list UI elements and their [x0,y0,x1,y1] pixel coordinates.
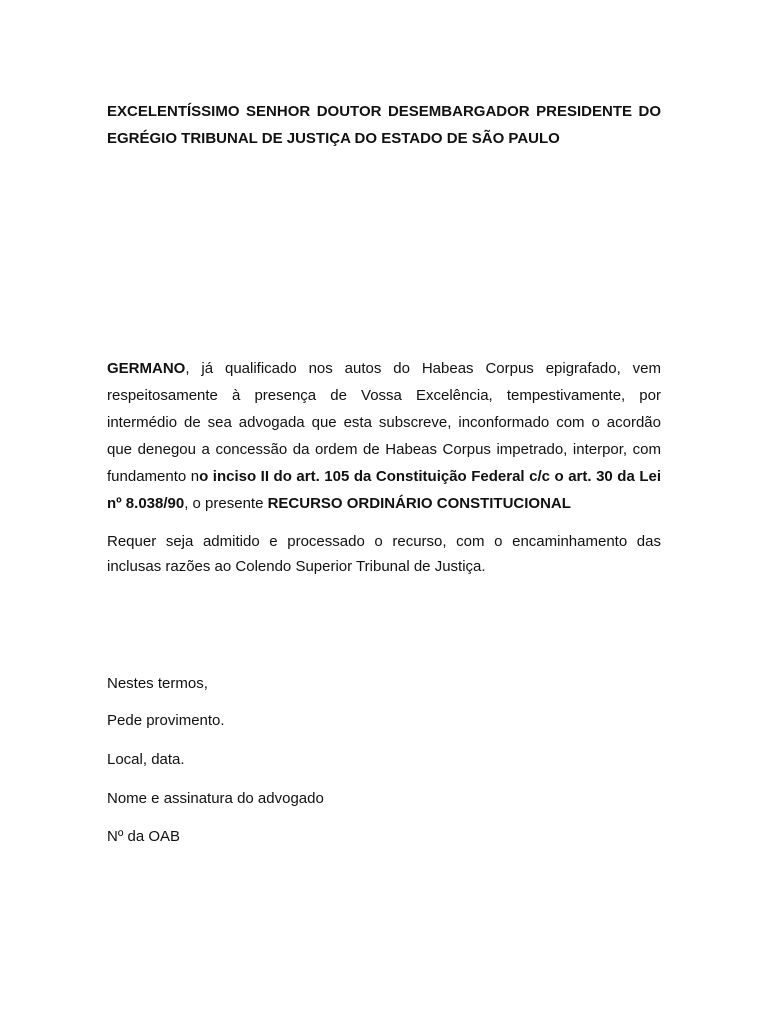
request-paragraph: Requer seja admitido e processado o recurso, com o encaminhamento das inclusas razões ao Colendo Superior Tribunal de Justiça. [107,533,661,575]
petition-text-2: , o presente [184,495,268,512]
petition-text-1: , já qualificado nos autos do Habeas Corpus epigrafado, vem respeitosamente à presença de Vossa Excelência, tempestivamente, por intermédio de sea advogada que esta subscreve, inconformado com o acordão que denegou a concessão da ordem de Habeas Corpus impetrado, interpor, com fundamento n [107,360,661,485]
closing-oab: Nº da OAB [107,828,181,845]
petition-paragraph [107,355,661,517]
party-name: GERMANO [107,360,186,377]
legal-basis: o inciso II do art. 105 da Constituição Federal c/c o art. 30 da Lei nº 8.038/90 [107,468,661,512]
heading-line-2: EGRÉGIO TRIBUNAL DE JUSTIÇA DO ESTADO DE SÃO PAULO [107,130,560,147]
closing-place-date: Local, data. [107,751,185,768]
document-heading [107,98,661,152]
closing-request: Pede provimento. [107,712,225,729]
heading-line-1: EXCELENTÍSSIMO SENHOR DOUTOR DESEMBARGADOR PRESIDENTE DO [107,103,661,120]
closing-signature: Nome e assinatura do advogado [107,790,324,807]
appeal-type: RECURSO ORDINÁRIO CONSTITUCIONAL [267,495,571,512]
closing-terms: Nestes termos, [107,675,208,692]
